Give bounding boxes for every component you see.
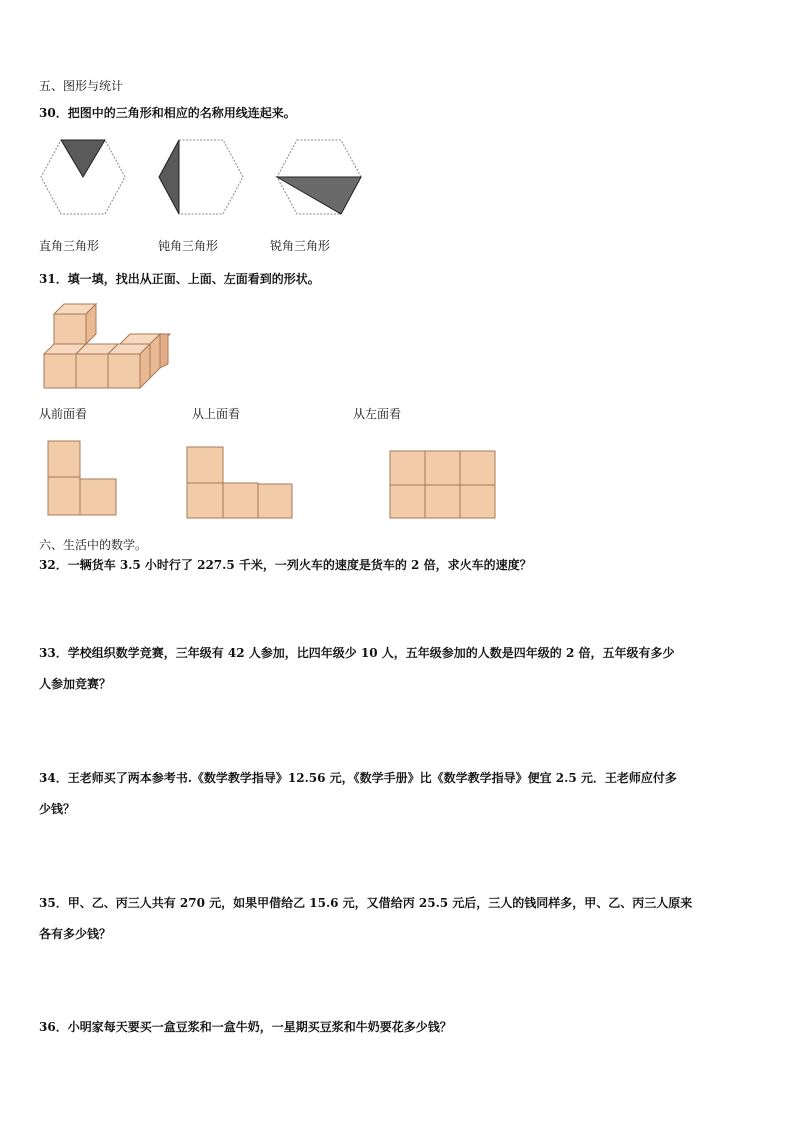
label-obtuse-triangle: 钝角三角形 <box>158 239 219 253</box>
hexagon-figure-1 <box>39 138 127 216</box>
label-top-view: 从上面看 <box>192 407 241 421</box>
hexagon-figure-3 <box>275 138 363 216</box>
question-30: 30．把图中的三角形和相应的名称用线连起来。 <box>39 106 296 120</box>
question-34-line1: 34．王老师买了两本参考书.《数学教学指导》12.56 元，《数学手册》比《数学教学指导》便宜 2.5 元．王老师应付多 <box>39 771 677 785</box>
question-32: 32．一辆货车 3.5 小时行了 227.5 千米，一列火车的速度是货车的 2 倍，求火车的速度？ <box>39 558 532 572</box>
label-front-view: 从前面看 <box>39 407 88 421</box>
question-34-line2: 少钱？ <box>39 802 76 816</box>
question-35-line1: 35．甲、乙、丙三人共有 270 元，如果甲借给乙 15.6 元，又借给丙 25.5 元后，三人的钱同样多，甲、乙、丙三人原来 <box>39 896 693 910</box>
question-35-line2: 各有多少钱？ <box>39 927 112 941</box>
question-31: 31．填一填，找出从正面、上面、左面看到的形状。 <box>39 272 320 286</box>
cube-stack-figure <box>42 302 172 392</box>
section-title-5: 五、图形与统计 <box>39 79 124 93</box>
label-acute-triangle: 锐角三角形 <box>270 239 331 253</box>
front-view-shape <box>46 440 120 518</box>
question-33-line1: 33．学校组织数学竞赛，三年级有 42 人参加，比四年级少 10 人，五年级参加的人数是四年级的 2 倍，五年级有多少 <box>39 646 675 660</box>
section-title-6: 六、生活中的数学。 <box>39 538 148 552</box>
hexagon-figure-2 <box>157 138 245 216</box>
left-view-shape <box>389 450 497 520</box>
question-36: 36．小明家每天要买一盒豆浆和一盒牛奶，一星期买豆浆和牛奶要花多少钱？ <box>39 1020 452 1034</box>
label-right-triangle: 直角三角形 <box>39 239 100 253</box>
top-view-shape <box>186 446 294 520</box>
question-33-line2: 人参加竞赛？ <box>39 677 112 691</box>
label-left-view: 从左面看 <box>353 407 402 421</box>
